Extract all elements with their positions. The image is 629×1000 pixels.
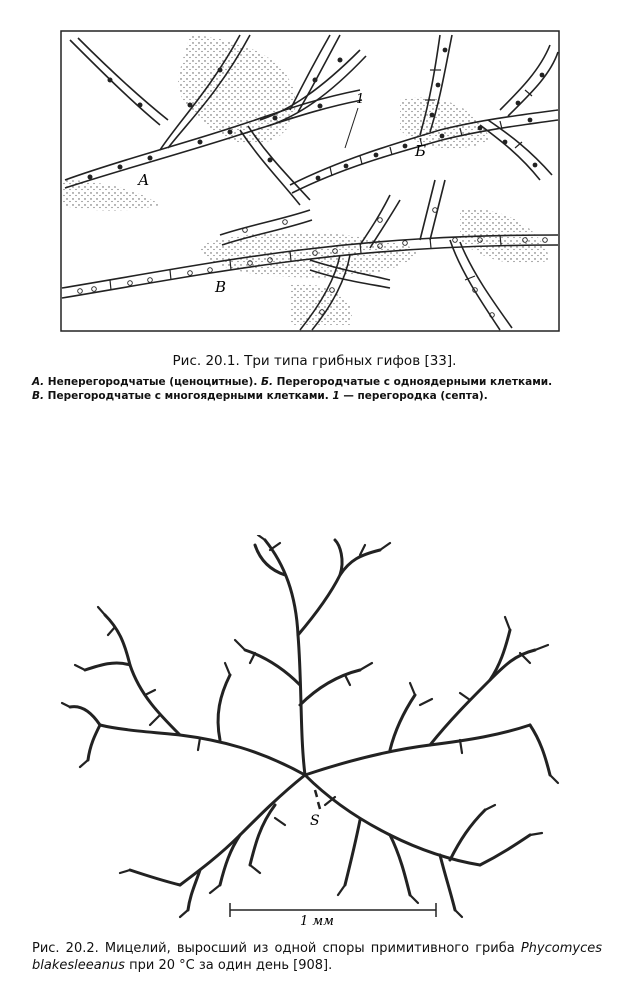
mycelium-illustration — [60, 535, 570, 925]
scale-label: 1 мм — [300, 914, 334, 925]
caption2-start: Рис. 20.2. Мицелий, выросший из одной споры примитивного гриба — [32, 941, 515, 956]
caption-key-b: Б. — [260, 376, 273, 388]
spore-marker — [315, 790, 320, 809]
caption2-end: при 20 °С за один день [908]. — [129, 958, 333, 973]
hyphae-illustration — [60, 30, 560, 332]
label-a: А — [138, 171, 150, 189]
label-septum: 1 — [356, 92, 365, 107]
caption-text-b: Перегородчатые с одноядерными клетками. — [276, 376, 553, 388]
caption-line-1 — [32, 375, 607, 389]
figure1-caption-body — [32, 375, 607, 403]
figure-mycelium — [60, 535, 570, 925]
figure1-caption-title: Рис. 20.1. Три типа грибных гифов [33]. — [172, 353, 457, 369]
caption-key-one: 1 — [332, 390, 340, 402]
figure-hyphae-types — [60, 30, 560, 332]
caption-text-a: Неперегородчатые (ценоцитные). — [47, 376, 258, 388]
caption-text-v: Перегородчатые с многоядерными клетками. — [47, 390, 329, 402]
caption2-species: Phycomyces blakesleeanus — [32, 941, 602, 973]
figure2-caption — [32, 940, 602, 974]
mycelium-twigs — [62, 535, 558, 917]
caption-line-2 — [32, 389, 607, 403]
label-v: В — [215, 278, 227, 296]
caption-key-a: А. — [32, 376, 45, 388]
caption-key-v: В. — [32, 390, 44, 402]
caption-text-one: — перегородка (септа). — [343, 390, 488, 402]
label-b: Б — [415, 142, 427, 160]
mycelium-branches — [70, 540, 550, 910]
spore-label: S — [310, 813, 320, 829]
